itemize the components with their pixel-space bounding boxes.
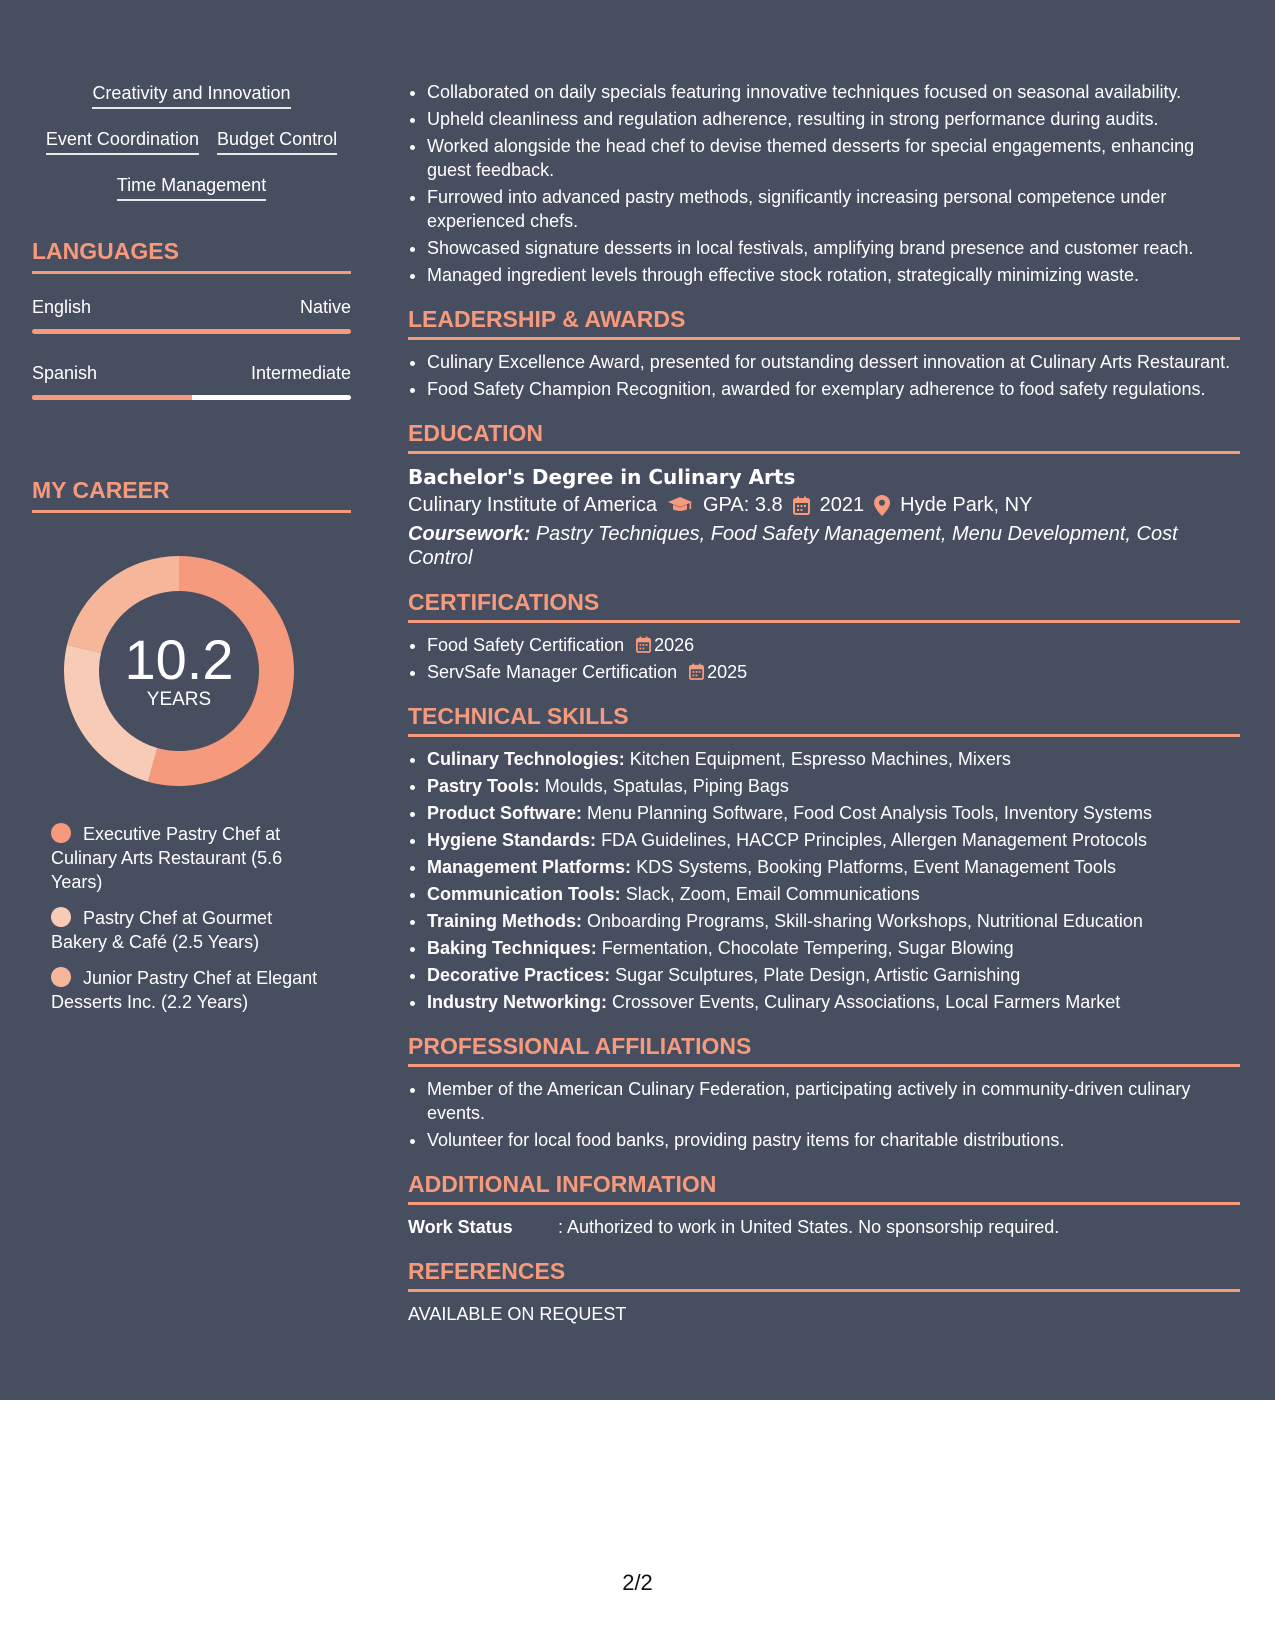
language-bar-fill <box>32 329 351 334</box>
work-status-value: : Authorized to work in United States. No sponsorship required. <box>558 1217 1060 1237</box>
award-item: • Culinary Excellence Award, presented for outstanding dessert innovation at Culinary Arts Restaurant. <box>427 350 1240 374</box>
technical-skill-item <box>427 801 1240 825</box>
skill-values: FDA Guidelines, HACCP Principles, Allergen Management Protocols <box>601 830 1147 850</box>
career-donut-center <box>64 556 294 786</box>
leadership-list <box>408 350 1240 401</box>
coursework-list: Pastry Techniques, Food Safety Management, Menu Development, Cost Control <box>408 523 1178 569</box>
skill-category: Communication Tools: <box>427 884 621 904</box>
career-role-label: Executive Pastry Chef at Culinary Arts Restaurant (5.6 Years) <box>51 824 283 892</box>
work-status-row <box>408 1215 1240 1239</box>
education-heading: EDUCATION <box>408 419 1240 454</box>
skill-tag: Creativity and Innovation <box>92 80 290 109</box>
career-legend-item <box>51 906 331 954</box>
career-legend-item <box>51 822 331 894</box>
skill-category: Training Methods: <box>427 911 582 931</box>
education-school: Culinary Institute of America <box>408 494 657 516</box>
language-name: English <box>32 297 92 317</box>
skill-category: Industry Networking: <box>427 992 608 1012</box>
graduation-cap-icon <box>667 496 693 514</box>
skill-category: Pastry Tools: <box>427 776 540 796</box>
education-degree: Bachelor's Degree in Culinary Arts <box>408 465 796 489</box>
left-column <box>32 80 351 1026</box>
language-level: Intermediate <box>250 363 351 383</box>
language-bar <box>32 329 351 334</box>
skill-category: Hygiene Standards: <box>427 830 597 850</box>
technical-skill-item <box>427 774 1240 798</box>
technical-skills-list <box>408 747 1240 1014</box>
languages-heading: LANGUAGES <box>32 237 351 274</box>
skill-values: Slack, Zoom, Email Communications <box>625 884 920 904</box>
skill-category: Baking Techniques: <box>427 938 597 958</box>
career-donut-chart <box>64 556 294 786</box>
skill-category: Product Software: <box>427 803 583 823</box>
skill-values: Moulds, Spatulas, Piping Bags <box>544 776 789 796</box>
experience-bullet: • Showcased signature desserts in local festivals, amplifying brand presence and customer reach. <box>427 236 1240 260</box>
education-details <box>408 490 1240 520</box>
leadership-heading: LEADERSHIP & AWARDS <box>408 305 1240 340</box>
legend-dot <box>51 967 71 987</box>
skill-category: Culinary Technologies: <box>427 749 625 769</box>
coursework-label: Coursework: <box>408 523 531 545</box>
technical-skill-item <box>427 909 1240 933</box>
certification-item <box>427 633 1240 657</box>
career-total-unit: YEARS <box>146 689 212 710</box>
education-location: Hyde Park, NY <box>900 494 1033 516</box>
legend-dot <box>51 907 71 927</box>
page-number: 2/2 <box>622 1570 653 1595</box>
certification-item <box>427 660 1240 684</box>
references-text: AVAILABLE ON REQUEST <box>408 1304 627 1324</box>
technical-skill-item <box>427 855 1240 879</box>
career-legend-item <box>51 966 331 1014</box>
skill-values: Crossover Events, Culinary Associations, Local Farmers Market <box>612 992 1121 1012</box>
certifications-heading: CERTIFICATIONS <box>408 588 1240 623</box>
certification-name: Food Safety Certification <box>427 635 625 655</box>
legend-dot <box>51 823 71 843</box>
skill-values: Fermentation, Chocolate Tempering, Sugar Blowing <box>601 938 1014 958</box>
career-legend <box>32 822 331 1014</box>
technical-skill-item <box>427 882 1240 906</box>
skill-values: KDS Systems, Booking Platforms, Event Management Tools <box>636 857 1116 877</box>
skill-values: Sugar Sculptures, Plate Design, Artistic Garnishing <box>615 965 1021 985</box>
career-total-years: 10.2 <box>124 628 234 691</box>
skill-category: Decorative Practices: <box>427 965 611 985</box>
language-bar <box>32 395 351 400</box>
career-heading: MY CAREER <box>32 476 351 513</box>
technical-skills-heading: TECHNICAL SKILLS <box>408 702 1240 737</box>
language-level: Native <box>299 297 351 317</box>
references-heading: REFERENCES <box>408 1257 1240 1292</box>
affiliations-heading: PROFESSIONAL AFFILIATIONS <box>408 1032 1240 1067</box>
skill-tags <box>32 80 351 201</box>
technical-skill-item <box>427 936 1240 960</box>
language-bar-fill <box>32 395 192 400</box>
technical-skill-item <box>427 963 1240 987</box>
skill-tag: Budget Control <box>217 126 337 155</box>
skill-tag-row <box>32 172 351 201</box>
language-name: Spanish <box>32 363 98 383</box>
experience-bullet: • Furrowed into advanced pastry methods, significantly increasing personal competence under experienced chefs. <box>427 185 1240 233</box>
location-pin-icon <box>874 495 890 516</box>
skill-values: Kitchen Equipment, Espresso Machines, Mixers <box>629 749 1011 769</box>
award-item: • Food Safety Champion Recognition, awarded for exemplary adherence to food safety regulations. <box>427 377 1240 401</box>
language-item <box>32 295 351 334</box>
experience-bullet: • Managed ingredient levels through effective stock rotation, strategically minimizing waste. <box>427 263 1240 287</box>
affiliation-item: • Volunteer for local food banks, providing pastry items for charitable distributions. <box>427 1128 1240 1152</box>
certifications-list <box>408 633 1240 684</box>
experience-bullets <box>408 80 1240 287</box>
experience-bullet: • Upheld cleanliness and regulation adherence, resulting in strong performance during audits. <box>427 107 1240 131</box>
language-item <box>32 361 351 400</box>
skill-tag-row <box>32 80 351 109</box>
experience-bullet: • Worked alongside the head chef to devise themed desserts for special engagements, enhancing guest feedback. <box>427 134 1240 182</box>
skill-category: Management Platforms: <box>427 857 632 877</box>
career-role-label: Junior Pastry Chef at Elegant Desserts Inc. (2.2 Years) <box>51 968 318 1012</box>
education-year: 2021 <box>819 494 865 516</box>
technical-skill-item <box>427 747 1240 771</box>
certification-name: ServSafe Manager Certification <box>427 662 678 682</box>
calendar-icon <box>689 663 704 680</box>
additional-info-heading: ADDITIONAL INFORMATION <box>408 1170 1240 1205</box>
skill-tag: Time Management <box>117 172 266 201</box>
skill-tag-row <box>32 126 351 155</box>
skill-values: Menu Planning Software, Food Cost Analysis Tools, Inventory Systems <box>587 803 1152 823</box>
calendar-icon <box>793 496 810 515</box>
skill-tag: Event Coordination <box>46 126 199 155</box>
affiliations-list <box>408 1077 1240 1152</box>
experience-bullet: • Collaborated on daily specials featuring innovative techniques focused on seasonal availability. <box>427 80 1240 104</box>
right-column <box>408 80 1240 1326</box>
education-gpa: GPA: 3.8 <box>703 494 783 516</box>
technical-skill-item <box>427 828 1240 852</box>
affiliation-item: • Member of the American Culinary Federation, participating actively in community-driven culinary events. <box>427 1077 1240 1125</box>
calendar-icon <box>636 636 651 653</box>
certification-year: 2026 <box>654 635 695 655</box>
career-role-label: Pastry Chef at Gourmet Bakery & Café (2.5 Years) <box>51 908 273 952</box>
skill-values: Onboarding Programs, Skill-sharing Workshops, Nutritional Education <box>587 911 1143 931</box>
work-status-label: Work Status <box>408 1217 513 1237</box>
technical-skill-item <box>427 990 1240 1014</box>
education-coursework <box>408 522 1240 570</box>
certification-year: 2025 <box>707 662 748 682</box>
